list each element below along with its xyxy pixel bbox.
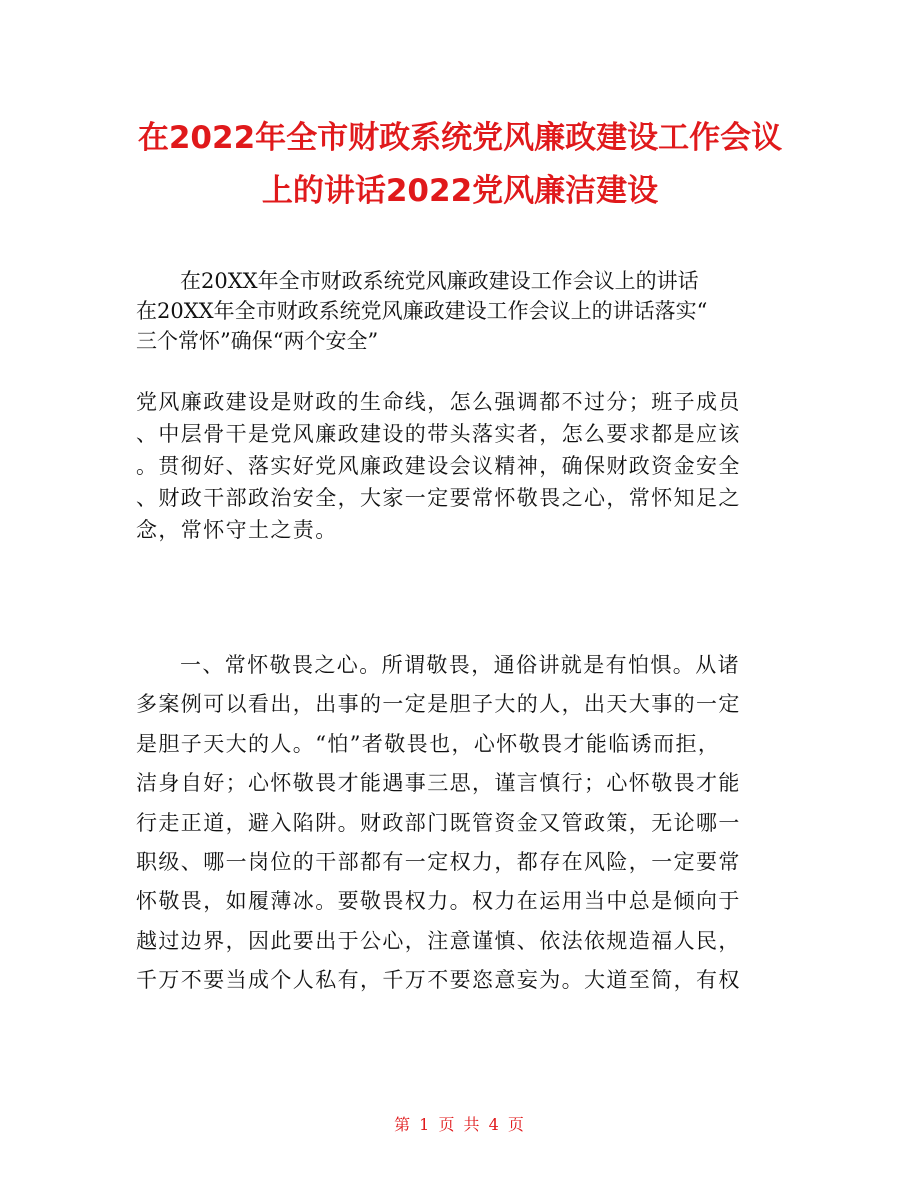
document-title (120, 112, 800, 218)
paragraph-2-line-5: 行走正道，避入陷阱。财政部门既管资金又管政策，无论哪一 (136, 810, 741, 835)
intro-block (136, 266, 707, 356)
paragraph-2-line-3: 是胆子天大的人。“怕”者敬畏也，心怀敬畏才能临诱而拒， (136, 731, 721, 756)
paragraph-2-line-1: 一、常怀敬畏之心。所谓敬畏，通俗讲就是有怕惧。从诸 (180, 653, 740, 677)
paragraph-2-line-2: 多案例可以看出，出事的一定是胆子大的人，出天大事的一定 (136, 692, 741, 717)
paragraph-1 (136, 386, 741, 546)
paragraph-2 (136, 646, 741, 1001)
paragraph-2-line-7: 怀敬畏，如履薄冰。要敬畏权力。权力在运用当中总是倾向于 (136, 889, 741, 914)
intro-line-1: 在20XX年全市财政系统党风廉政建设工作会议上的讲话 (180, 269, 699, 293)
paragraph-1-line-3: 。贯彻好、落实好党风廉政建设会议精神，确保财政资金安全 (136, 454, 741, 478)
paragraph-2-line-9: 千万不要当成个人私有，千万不要恣意妄为。大道至简，有权 (136, 968, 741, 993)
paragraph-1-line-4: 、财政干部政治安全，大家一定要常怀敬畏之心，常怀知足之 (136, 486, 741, 510)
intro-line-2: 在20XX年全市财政系统党风廉政建设工作会议上的讲话落实“ (136, 299, 708, 323)
paragraph-2-line-6: 职级、哪一岗位的干部都有一定权力，都存在风险，一定要常 (136, 849, 741, 874)
title-line-1: 在2022年全市财政系统党风廉政建设工作会议 (137, 120, 783, 156)
title-line-2: 上的讲话2022党风廉洁建设 (261, 173, 659, 209)
page-number-footer: 第 1 页 共 4 页 (394, 1115, 526, 1134)
intro-line-3: 三个常怀”确保“两个安全” (136, 329, 379, 353)
paragraph-2-line-4: 洁身自好；心怀敬畏才能遇事三思，谨言慎行；心怀敬畏才能 (136, 771, 741, 796)
paragraph-1-line-5: 念，常怀守土之责。 (136, 518, 338, 542)
paragraph-1-line-1: 党风廉政建设是财政的生命线，怎么强调都不过分；班子成员 (136, 390, 741, 414)
paragraph-2-line-8: 越过边界，因此要出于公心，注意谨慎、依法依规造福人民， (136, 928, 741, 953)
paragraph-1-line-2: 、中层骨干是党风廉政建设的带头落实者，怎么要求都是应该 (136, 422, 741, 446)
